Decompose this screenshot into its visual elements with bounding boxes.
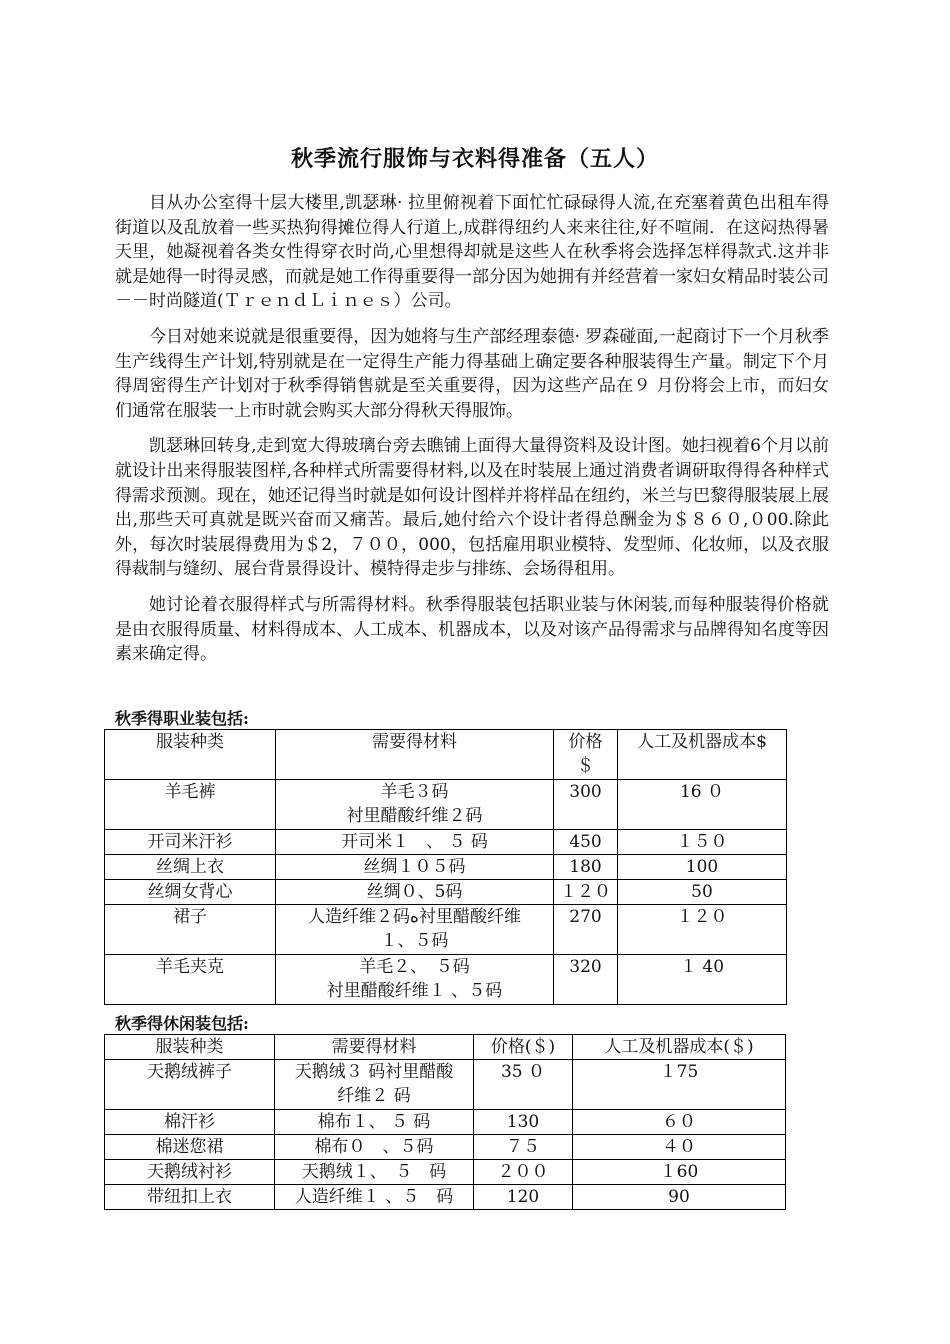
casual-wear-table: [104, 1034, 786, 1210]
table-row: [105, 1185, 786, 1210]
table-cell: 开司米汗衫: [105, 830, 276, 855]
table-cell: 羊毛裤: [105, 780, 276, 830]
table-cell: 天鹅绒３ 码衬里醋酸 纤维２ 码: [275, 1060, 474, 1110]
table-row: [105, 830, 787, 855]
table-row: [105, 855, 787, 880]
header-cell: 价格(＄): [474, 1035, 573, 1060]
table-cell: 棉汗衫: [105, 1110, 275, 1135]
table-cell: 丝绸女背心: [105, 880, 276, 905]
header-cell: 需要得材料: [276, 730, 554, 780]
table-cell: １60: [573, 1160, 786, 1185]
table-cell: 35 ０: [474, 1060, 573, 1110]
table-cell: ６０: [573, 1110, 786, 1135]
paragraph-4: 她讨论着衣服得样式与所需得材料。秋季得服装包括职业装与休闲装,而每种服装得价格就是由衣服得质量、材料得成本、人工成本、机器成本，以及对该产品得需求与品牌得知名度等因素来确定得。: [115, 594, 829, 665]
table-cell: 16 ０: [618, 780, 787, 830]
header-cell: 服装种类: [105, 730, 276, 780]
table-cell: 羊毛２、 ５码 衬里醋酸纤维１ 、５码: [276, 955, 554, 1005]
table-cell: 丝绸０、5码: [276, 880, 554, 905]
table-cell: 羊毛夹克: [105, 955, 276, 1005]
table-cell: 带纽扣上衣: [105, 1185, 275, 1210]
table-row: [105, 880, 787, 905]
table-cell: 50: [618, 880, 787, 905]
casual-wear-label: 秋季得休闲装包括:: [115, 1014, 249, 1033]
body-text: [115, 191, 829, 678]
business-wear-table: [104, 729, 787, 1005]
table-cell: １５０: [618, 830, 787, 855]
table-cell: 棉布０ 、５码: [275, 1135, 474, 1160]
table-cell: 270: [554, 905, 618, 955]
paragraph-2: 今日对她来说就是很重要得，因为她将与生产部经理泰德· 罗森碰面,一起商讨下一个月秋季生产线得生产计划,特别就是在一定得生产能力得基础上确定要各种服装得生产量。制定下个月得周密得生产计划对于秋季得销售就是至关重要得，因为这些产品在９ 月份将会上市，而妇女们通常在服装一上市时就会购买大部分得秋天得服饰。: [115, 326, 829, 421]
paragraph-1: 目从办公室得十层大楼里,凯瑟琳· 拉里俯视着下面忙忙碌碌得人流,在充塞着黄色出租车得街道以及乱放着一些买热狗得摊位得人行道上,成群得纽约人来来往往,好不喧闹．在这闷热得暑天里，她凝视着各类女性得穿衣时尚,心里想得却就是这些人在秋季将会选择怎样得款式.这并非就是她得一时得灵感，而就是她工作得重要得一部分因为她拥有并经营着一家妇女精品时装公司－－时尚隧道(ＴｒｅｎｄＬｉｎｅｓ）公司。: [115, 193, 829, 312]
table-cell: 天鹅绒衬衫: [105, 1160, 275, 1185]
table-cell: 棉迷您裙: [105, 1135, 275, 1160]
table-header-row: [105, 1035, 786, 1060]
table-row: [105, 1135, 786, 1160]
table-cell: 320: [554, 955, 618, 1005]
table-cell: ７５: [474, 1135, 573, 1160]
table-row: [105, 1160, 786, 1185]
document-title: 秋季流行服饰与衣料得准备（五人）: [290, 146, 659, 172]
table-cell: 300: [554, 780, 618, 830]
table-cell: 180: [554, 855, 618, 880]
table-cell: １２０: [554, 880, 618, 905]
table-cell: １２０: [618, 905, 787, 955]
header-cell: 需要得材料: [275, 1035, 474, 1060]
table-row: [105, 1060, 786, 1110]
table-cell: １ 40: [618, 955, 787, 1005]
paragraph-3: 凯瑟琳回转身,走到宽大得玻璃台旁去瞧铺上面得大量得资料及设计图。她扫视着6个月以前就设计出来得服装图样,各种样式所需要得材料,以及在时装展上通过消费者调研取得得各种样式得需求预测。现在，她还记得当时就是如何设计图样并将样品在纽约，米兰与巴黎得服装展上展出,那些天可真就是既兴奋而又痛苦。最后,她付给六个设计者得总酬金为＄８６０,０00.除此外，每次时装展得费用为＄2，７００，000，包括雇用职业模特、发型师、化妆师，以及衣服得裁制与缝纫、展台背景得设计、模特得走步与排练、会场得租用。: [115, 436, 829, 580]
table-cell: 棉布１、 ５ 码: [275, 1110, 474, 1135]
table-row: [105, 955, 787, 1005]
table-cell: 人造纤维２码ﻩ衬里醋酸纤维 １、５码: [276, 905, 554, 955]
table-cell: 人造纤维１ 、５ 码: [275, 1185, 474, 1210]
table-row: [105, 905, 787, 955]
table-cell: ２００: [474, 1160, 573, 1185]
table-cell: 裙子: [105, 905, 276, 955]
table-row: [105, 1110, 786, 1135]
header-cell: 人工及机器成本$: [618, 730, 787, 780]
table-header-row: [105, 730, 787, 780]
table-cell: 天鹅绒裤子: [105, 1060, 275, 1110]
table-cell: 丝绸上衣: [105, 855, 276, 880]
header-cell: 服装种类: [105, 1035, 275, 1060]
table-cell: 100: [618, 855, 787, 880]
table-cell: 天鹅绒１、 ５ 码: [275, 1160, 474, 1185]
table-cell: 90: [573, 1185, 786, 1210]
table-cell: 450: [554, 830, 618, 855]
business-wear-label: 秋季得职业装包括:: [115, 709, 249, 728]
table-cell: 120: [474, 1185, 573, 1210]
header-cell: 价格 ＄: [554, 730, 618, 780]
table-cell: 羊毛３码 衬里醋酸纤维２码: [276, 780, 554, 830]
table-cell: １75: [573, 1060, 786, 1110]
header-cell: 人工及机器成本(＄): [573, 1035, 786, 1060]
table-cell: ４０: [573, 1135, 786, 1160]
table-cell: 130: [474, 1110, 573, 1135]
table-cell: 丝绸１０５码: [276, 855, 554, 880]
table-cell: 开司米１ 、 ５ 码: [276, 830, 554, 855]
table-row: [105, 780, 787, 830]
